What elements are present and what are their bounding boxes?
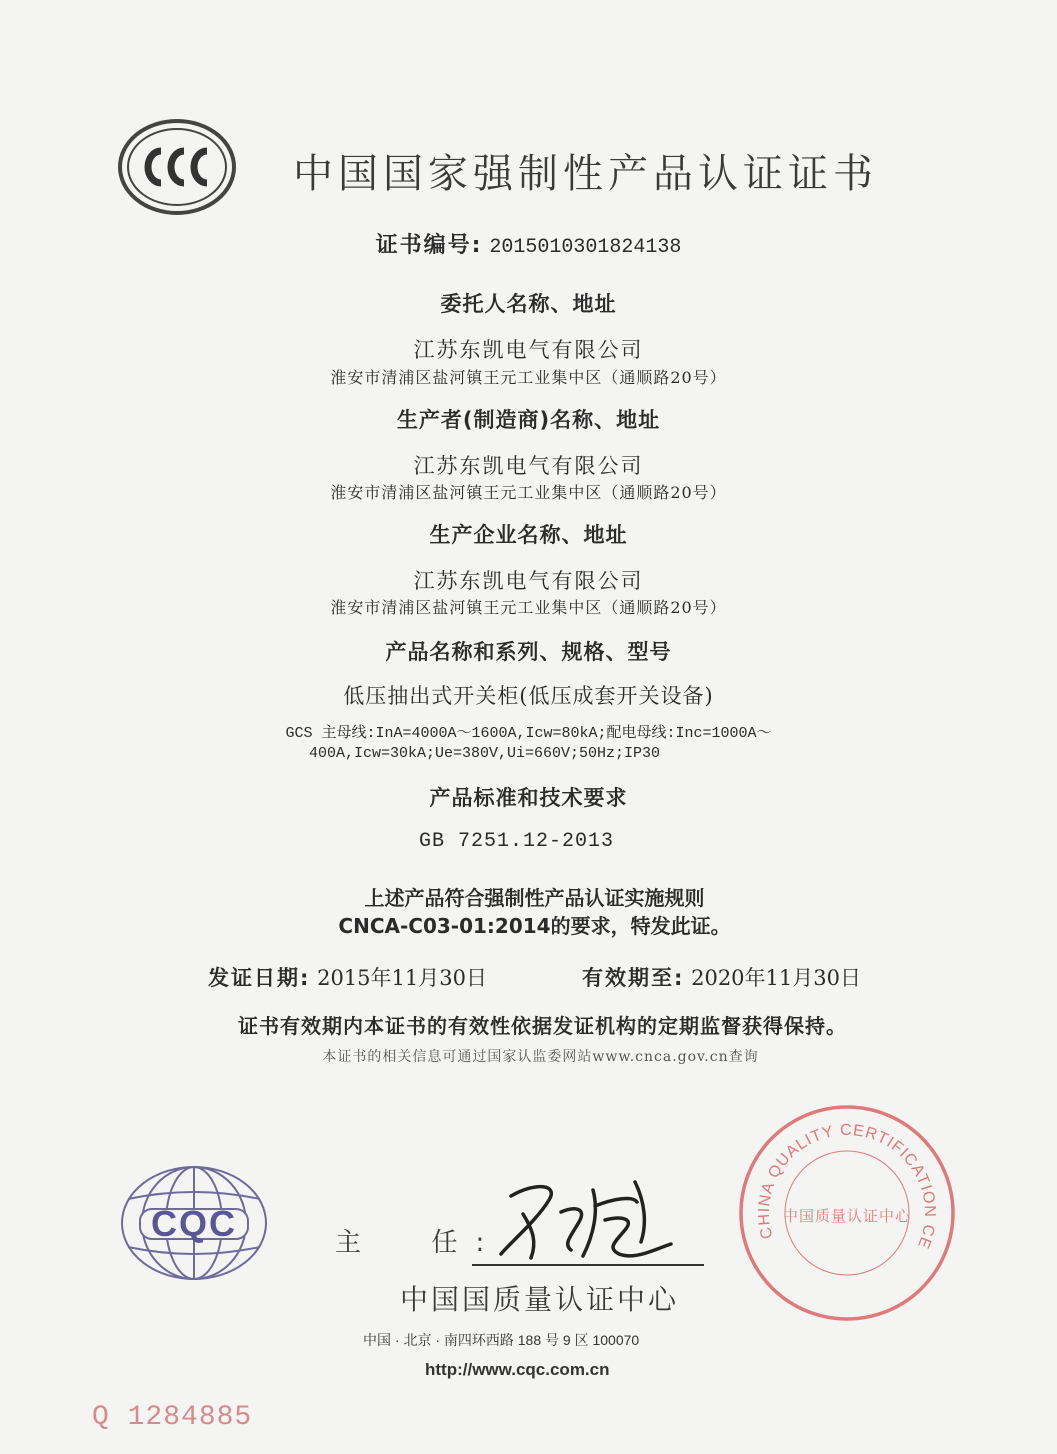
signature-line (472, 1264, 704, 1266)
issue-date-row (208, 962, 487, 992)
issue-date: 2015年11月30日 (317, 966, 487, 990)
cqc-globe-logo-icon (118, 1163, 270, 1283)
query-note: 本证书的相关信息可通过国家认监委网站www.cnca.gov.cn查询 (322, 1049, 759, 1065)
certificate-number: 2015010301824138 (489, 236, 682, 259)
expiry-date-label: 有效期至: (582, 966, 685, 990)
factory-name: 江苏东凯电气有限公司 (413, 569, 644, 593)
director-label: 主 任: (335, 1228, 503, 1258)
certification-seal-icon (737, 1103, 957, 1323)
seal-outer-text: CHINA QUALITY CERTIFICATION CE (755, 1121, 939, 1252)
product-spec-line-1: GCS 主母线:InA=4000A～1600A,Icw=80kA;配电母线:Inc=1000A～ (285, 725, 772, 742)
applicant-heading: 委托人名称、地址 (440, 292, 617, 316)
seal-inner-text: 中国质量认证中心 (782, 1207, 912, 1225)
certificate-title: 中国国家强制性产品认证证书 (293, 151, 878, 197)
applicant-address: 淮安市清浦区盐河镇王元工业集中区（通顺路20号） (330, 368, 727, 387)
cqc-logo-text: CQC (151, 1203, 237, 1244)
conformity-line-1: 上述产品符合强制性产品认证实施规则 (364, 886, 705, 910)
factory-address: 淮安市清浦区盐河镇王元工业集中区（通顺路20号） (330, 598, 727, 617)
product-name: 低压抽出式开关柜(低压成套开关设备) (343, 684, 714, 708)
issuing-organization: 中国国质量认证中心 (400, 1283, 680, 1316)
issue-date-label: 发证日期: (208, 966, 311, 990)
conformity-line-2: CNCA-C03-01:2014的要求，特发此证。 (338, 914, 731, 938)
product-spec-line-2: 400A,Icw=30kA;Ue=380V,Ui=660V;50Hz;IP30 (308, 745, 661, 762)
organization-website: http://www.cqc.com.cn (425, 1360, 610, 1379)
signature-image (475, 1172, 695, 1267)
standard-value: GB 7251.12-2013 (418, 830, 615, 853)
certificate-number-row (0, 228, 1057, 259)
organization-address: 中国 · 北京 · 南四环西路 188 号 9 区 100070 (363, 1332, 640, 1348)
standard-heading: 产品标准和技术要求 (429, 786, 628, 810)
expiry-date: 2020年11月30日 (691, 966, 861, 990)
factory-heading: 生产企业名称、地址 (429, 523, 628, 547)
manufacturer-address: 淮安市清浦区盐河镇王元工业集中区（通顺路20号） (330, 483, 727, 502)
expiry-date-row (582, 962, 861, 992)
serial-number: Q 1284885 (92, 1402, 253, 1433)
manufacturer-name: 江苏东凯电气有限公司 (413, 454, 644, 478)
product-heading: 产品名称和系列、规格、型号 (385, 640, 672, 664)
ccc-logo-icon (117, 118, 237, 216)
applicant-name: 江苏东凯电气有限公司 (413, 338, 644, 362)
validity-note: 证书有效期内本证书的有效性依据发证机构的定期监督获得保持。 (238, 1014, 847, 1038)
certificate-number-label: 证书编号: (375, 233, 483, 258)
manufacturer-heading: 生产者(制造商)名称、地址 (396, 408, 661, 432)
